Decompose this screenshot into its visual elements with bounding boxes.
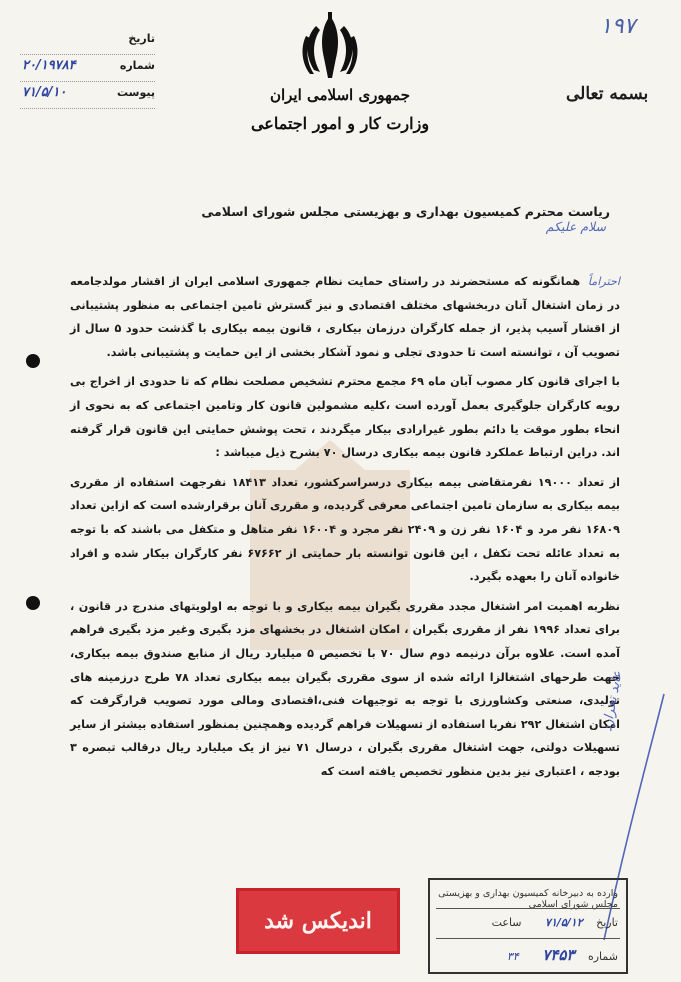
letter-body bbox=[70, 270, 620, 789]
page-number: ۱۹۷ bbox=[600, 14, 636, 39]
addressee-handwritten: سلام علیکم bbox=[545, 219, 606, 234]
side-handwritten-note: عاید تحرارد bbox=[600, 669, 626, 733]
stamp-divider bbox=[436, 938, 620, 939]
meta-date bbox=[20, 30, 155, 55]
attachment-value: ۷۱/۵/۱۰ bbox=[22, 85, 67, 100]
index-stamp bbox=[236, 888, 400, 954]
meta-number bbox=[20, 57, 155, 82]
ministry-name: وزارت کار و امور اجتماعی bbox=[250, 114, 430, 133]
meta-attachment bbox=[20, 84, 155, 109]
number-label: شماره bbox=[119, 59, 155, 72]
index-stamp-text: اندیکس شد bbox=[264, 908, 372, 934]
stamp-divider bbox=[436, 908, 620, 909]
receipt-stamp-number: شماره ۷۴۵۳ ۳۴ bbox=[506, 946, 618, 964]
body-paragraph: از تعداد ۱۹۰۰۰ نفرمتقاضی بیمه بیکاری درسراسرکشور، تعداد ۱۸۴۱۳ نفرجهت استفاده از مقرری بیمه بیکاری به سازمان تامین اجتماعی معرفی گردیده، و مقرری آنان برقرارشده است که ازاین تعداد ۱۶۸۰۹ نفر مرد و ۱۶۰۴ نفر زن و ۲۴۰۹ نفر مجرد و ۱۶۰۰۴ نفر متاهل و متکفل می باشند که با توجه به تعداد عائله تحت تکفل ، این قانون توانسته بار حمایتی از ۶۷۶۶۲ نفر کارگران بیکار شده و افراد خانواده آنان را بعهده بگیرد. bbox=[70, 475, 621, 584]
receipt-stamp-title: وارده به دبیرخانه کمیسیون بهداری و بهزیستی مجلس شورای اسلامی bbox=[438, 888, 618, 910]
body-paragraph: با اجرای قانون کار مصوب آبان ماه ۶۹ مجمع محترم تشخیص مصلحت نظام که تا حدودی از اخراج بی رویه کارگران جلوگیری بعمل آورده است ،کلیه مشمولین قانون کار وتامین اجتماعی که به نحوی از انحاء بطور موقت یا دائم بطور غیرارادی بیکار میگردند ، تحت پوشش حمایتی این قانون قرار گرفته اند. دراین ارتباط عملکرد قانون بیمه بیکاری درسال ۷۰ بشرح ذیل میباشد : bbox=[70, 375, 620, 460]
receipt-stamp-date: تاریخ ۷۱/۵/۱۲ ساعت bbox=[491, 916, 618, 929]
iran-emblem-icon bbox=[298, 12, 362, 84]
body-paragraph: نظربه اهمیت امر اشتغال مجدد مقرری بگیران بیمه بیکاری و با توجه به اولویتهای مندرج در قانون ، برای تعداد ۱۹۹۶ نفر از مقرری بگیران ، امکان اشتغال در بخشهای مزد بگیری وغیر مزد بگیری فراهم آمده است. علاوه برآن درنیمه دوم سال ۷۰ با تخصیص ۵ میلیارد ریال از منابع صندوق بیمه بیکاری، جهت طرحهای اشتغالزا ارائه شده از سوی مقرری بگیران بیمه بیکاری تعداد ۷۸ طرح درزمینه های تولیدی، صنعتی وکشاورزی با توجه به توجیهات فنی،اقتصادی ومالی مورد تصویب قرارگرفت که امکان اشتغال ۲۹۲ نفربا استفاده از تسهیلات فراهم گردیده وهمچنین بمنظور استفاده بیشتر از سایر تسهیلات دولتی، جهت اشتغال مقرری بگیران ، درسال ۷۱ نیز از یک میلیارد ریال درقالب تبصره ۳ بودجه ، اعتباری نیز بدین منظور تخصیص یافته است که bbox=[70, 599, 620, 778]
addressee-text: ریاست محترم کمیسیون بهداری و بهزیستی مجلس شورای اسلامی bbox=[201, 204, 610, 219]
receipt-stamp bbox=[428, 878, 628, 974]
country-name: جمهوری اسلامی ایران bbox=[269, 86, 411, 104]
punch-hole bbox=[26, 596, 40, 610]
date-label: تاریخ bbox=[128, 32, 155, 45]
letter-meta bbox=[20, 30, 155, 111]
bismillah: بسمه تعالی bbox=[566, 84, 649, 104]
punch-hole bbox=[26, 354, 40, 368]
body-paragraph: احتراماً همانگونه که مستحضرند در راستای حمایت نظام جمهوری اسلامی ایران از اقشار مولدجامعه در زمان اشتغال آنان دربخشهای مختلف اقتصادی و نیز گسترش تامین اجتماعی به منظور پشتیبانی از اقشار آسیب پذیر، از جمله کارگران درزمان بیکاری ، قانون بیمه بیکاری با گذشت حدود ۵ سال از تصویب آن ، توانسته است تا حدودی تجلی و نمود آشکار بخشی از این حمایت و پشتیبانی باشد. bbox=[70, 275, 620, 359]
margin-note: احتراماً bbox=[587, 275, 620, 288]
letterhead bbox=[230, 86, 450, 133]
number-value: ۲۰/۱۹۷۸۴ bbox=[22, 58, 76, 73]
attachment-label: پیوست bbox=[117, 86, 155, 99]
addressee-line bbox=[180, 204, 610, 234]
